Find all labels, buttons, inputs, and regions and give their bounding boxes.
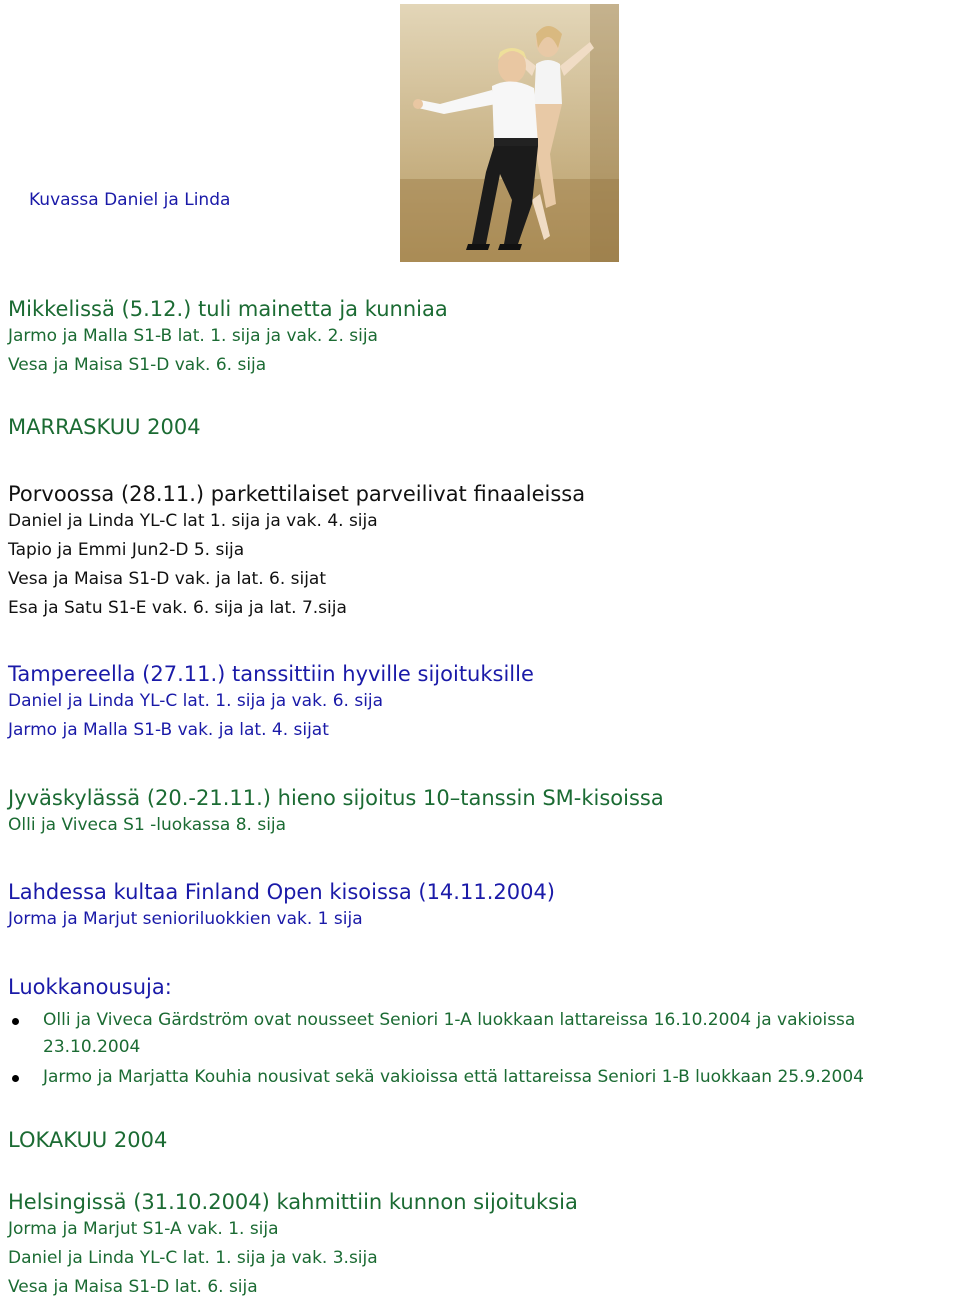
list-item-text: Olli ja Viveca Gärdström ovat nousseet Seniori 1-A luokkaan lattareissa 16.10.2004 ja vakioissa 23.10.2004: [43, 1010, 856, 1057]
section-lokakuu: [8, 1127, 167, 1153]
result-line: Daniel ja Linda YL-C lat 1. sija ja vak. 4. sija: [8, 511, 378, 531]
bullet-icon: [12, 1075, 19, 1082]
result-line: Jorma ja Marjut senioriluokkien vak. 1 sija: [8, 909, 363, 929]
result-line: Vesa ja Maisa S1-D vak. 6. sija: [8, 355, 267, 375]
result-line: Daniel ja Linda YL-C lat. 1. sija ja vak. 6. sija: [8, 691, 384, 711]
heading-jyvaskyla: Jyväskylässä (20.-21.11.) hieno sijoitus 10–tanssin SM-kisoissa: [8, 786, 664, 810]
section-marraskuu: [8, 414, 201, 440]
result-line: Jorma ja Marjut S1-A vak. 1. sija: [8, 1219, 279, 1239]
bullet-icon: [12, 1018, 19, 1025]
heading-tampere: Tampereella (27.11.) tanssittiin hyville sijoituksille: [8, 662, 534, 686]
heading-helsinki: Helsingissä (31.10.2004) kahmittiin kunnon sijoituksia: [8, 1190, 578, 1214]
result-line: Olli ja Viveca S1 -luokassa 8. sija: [8, 815, 287, 835]
photo-caption: Kuvassa Daniel ja Linda: [29, 190, 231, 210]
result-line: Jarmo ja Malla S1-B vak. ja lat. 4. sijat: [8, 720, 329, 740]
month-heading: MARRASKUU 2004: [8, 415, 201, 439]
section-mikkeli: [8, 296, 448, 380]
class-promotions-list: [0, 1007, 955, 1091]
section-luokkanousuja: [8, 974, 172, 1000]
heading-porvoo: Porvoossa (28.11.) parkettilaiset parveilivat finaaleissa: [8, 482, 586, 506]
result-line: Tapio ja Emmi Jun2-D 5. sija: [8, 540, 245, 560]
month-heading: LOKAKUU 2004: [8, 1128, 168, 1152]
heading-mikkeli: Mikkelissä (5.12.) tuli mainetta ja kunniaa: [8, 297, 448, 321]
section-tampere: [8, 661, 534, 745]
result-line: Vesa ja Maisa S1-D lat. 6. sija: [8, 1277, 258, 1297]
dance-photo: [400, 4, 619, 262]
heading-lahti: Lahdessa kultaa Finland Open kisoissa (14.11.2004): [8, 880, 556, 904]
section-porvoo: [8, 481, 585, 623]
list-item-text: Jarmo ja Marjatta Kouhia nousivat sekä vakioissa että lattareissa Seniori 1-B luokkaan 25.9.2004: [43, 1067, 864, 1087]
heading-luokkanousuja: Luokkanousuja:: [8, 975, 172, 999]
list-item: [0, 1007, 955, 1061]
result-line: Esa ja Satu S1-E vak. 6. sija ja lat. 7.sija: [8, 598, 347, 618]
list-item: [0, 1064, 955, 1091]
section-helsinki: [8, 1189, 578, 1302]
section-jyvaskyla: [8, 785, 664, 840]
result-line: Jarmo ja Malla S1-B lat. 1. sija ja vak. 2. sija: [8, 326, 378, 346]
section-lahti: [8, 879, 555, 934]
result-line: Daniel ja Linda YL-C lat. 1. sija ja vak. 3.sija: [8, 1248, 378, 1268]
result-line: Vesa ja Maisa S1-D vak. ja lat. 6. sijat: [8, 569, 327, 589]
